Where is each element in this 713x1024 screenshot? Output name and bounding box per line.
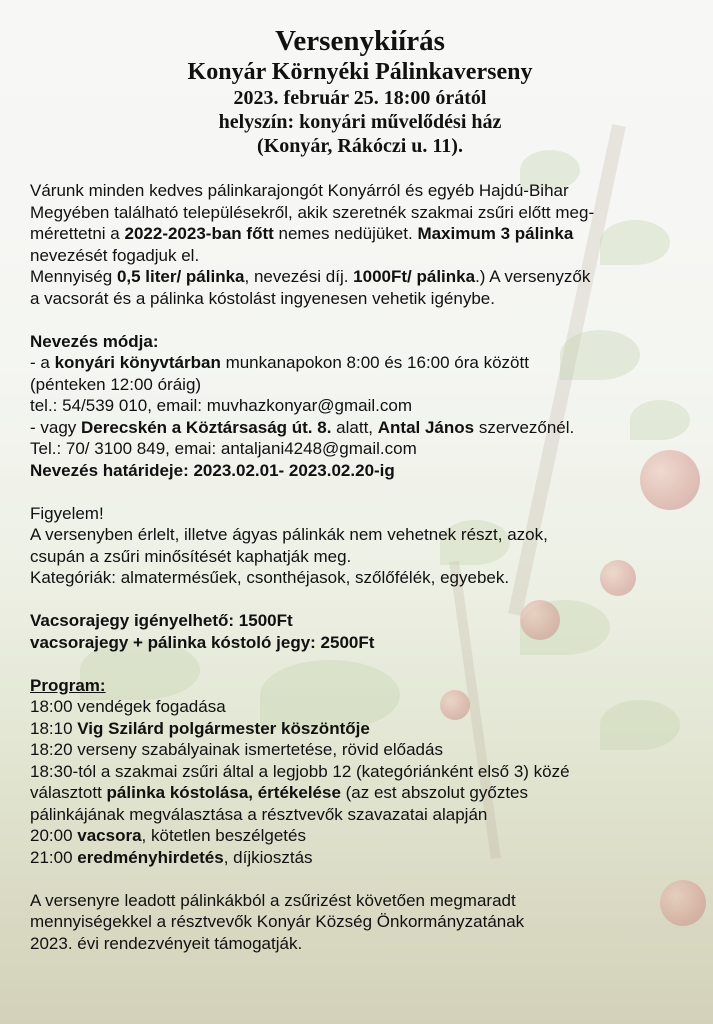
intro-line: Megyében található településekről, akik szeretnék szakmai zsűri előtt meg-: [30, 202, 595, 222]
intro-line: Várunk minden kedves pálinkarajongót Konyárról és egyéb Hajdú-Bihar: [30, 181, 569, 200]
event-venue: helyszín: konyári művelődési ház: [218, 111, 502, 133]
program-item: 18:20 verseny szabályainak ismertetése, rövid előadás: [30, 740, 443, 759]
event-name: Konyár Környéki Pálinkaverseny: [187, 59, 533, 85]
entry-deadline: Nevezés határideje: 2023.02.01- 2023.02.20-ig: [30, 460, 395, 480]
notice-line: csupán a zsűri minősítését kaphatják meg.: [30, 546, 352, 566]
header: [30, 24, 690, 158]
notice-line: Figyelem!: [30, 503, 104, 523]
program-item: 18:10 Vig Szilárd polgármester köszöntője: [30, 718, 370, 738]
entry-contact: tel.: 54/539 010, email: muvhazkonyar@gmail.com: [30, 396, 412, 415]
intro-line: a vacsorát és a pálinka kóstolást ingyenesen vehetik igénybe.: [30, 288, 495, 308]
program-item: 18:30-tól a szakmai zsűri által a legjobb 12 (kategóriánként első 3) közé: [30, 761, 570, 781]
program-item: 20:00 vacsora, kötetlen beszélgetés: [30, 826, 306, 845]
intro-line: nevezését fogadjuk el.: [30, 245, 200, 265]
entry-line: - vagy Derecskén a Köztársaság út. 8. alatt, Antal János szervezőnél.: [30, 417, 575, 437]
entry-line: (pénteken 12:00 óráig): [30, 374, 202, 394]
program-item: 18:00 vendégek fogadása: [30, 697, 226, 716]
closing-line: A versenyre leadott pálinkákból a zsűrizést követően megmaradt: [30, 890, 516, 910]
closing-line: 2023. évi rendezvényeit támogatják.: [30, 933, 303, 953]
entry-heading: Nevezés módja:: [30, 331, 159, 351]
program-item: választott pálinka kóstolása, értékelése (az est abszolut győztes: [30, 783, 528, 802]
program-item: 21:00 eredményhirdetés, díjkiosztás: [30, 847, 313, 867]
announcement-body: [30, 180, 690, 954]
program-item: pálinkájának megválasztása a résztvevők szavazatai alapján: [30, 804, 488, 824]
event-date: 2023. február 25. 18:00 órától: [233, 87, 487, 109]
competition-announcement: [30, 22, 690, 954]
intro-line: mérettetni a 2022-2023-ban főtt nemes nedüjüket. Maximum 3 pálinka: [30, 224, 574, 243]
page-title: Versenykiírás: [275, 25, 445, 57]
intro-line: Mennyiség 0,5 liter/ pálinka, nevezési díj. 1000Ft/ pálinka.) A versenyzők: [30, 267, 591, 286]
event-address: (Konyár, Rákóczi u. 11).: [257, 135, 463, 157]
notice-categories: Kategóriák: almatermésűek, csonthéjasok, szőlőfélék, egyebek.: [30, 568, 510, 587]
notice-line: A versenyben érlelt, illetve ágyas pálinkák nem vehetnek részt, azok,: [30, 525, 548, 544]
program-heading: Program:: [30, 675, 106, 695]
entry-line: - a konyári könyvtárban munkanapokon 8:00 és 16:00 óra között: [30, 353, 529, 372]
entry-contact: Tel.: 70/ 3100 849, emai: antaljani4248@gmail.com: [30, 439, 417, 458]
ticket-combined: vacsorajegy + pálinka kóstoló jegy: 2500Ft: [30, 632, 375, 652]
closing-line: mennyiségekkel a résztvevők Konyár Község Önkormányzatának: [30, 912, 525, 931]
ticket-dinner: Vacsorajegy igényelhető: 1500Ft: [30, 611, 293, 630]
